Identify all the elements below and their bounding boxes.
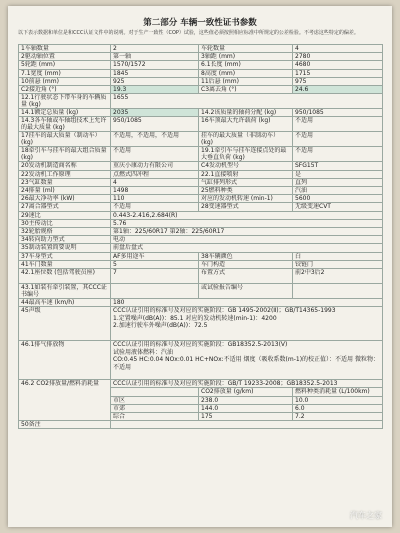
cell: 1570/1572 xyxy=(111,61,199,69)
table-row xyxy=(19,69,383,77)
table-row xyxy=(19,236,383,244)
cell: 180 xyxy=(111,299,383,307)
cell: 975 xyxy=(293,77,383,85)
table-row xyxy=(19,341,383,380)
cell: 44最高车速 (km/h) xyxy=(19,299,111,307)
cell: 950/1085 xyxy=(293,109,383,117)
cell: 110 xyxy=(111,195,199,203)
intro-note: 以下表示数据和单位是和CCC认证文件中的说明。对于生产一致性（COP）试验，这些值必须按照相应标准中所规定的公差检验。不考虑这些特定的偏差。 xyxy=(18,30,359,36)
cell: 0.443-2.416,2.684(R) xyxy=(111,211,383,219)
cell: 燃料种类消耗量 (L/100km) xyxy=(293,388,383,396)
cell: 25燃料种类 xyxy=(199,187,293,195)
cell: 1845 xyxy=(111,69,199,77)
cell: 不适用 xyxy=(293,147,383,162)
cell: CCC认证引用的标准号及对应的实施阶段：GB 1495-2002(Ⅱ)；GB/T14365-1993 1.定置噪声(dB(A))：85.1 对应的发动机转速(min-1)：4200 2.加速行驶车外噪声(dB(A))：72.5 xyxy=(111,307,383,341)
cell: 41车门数量 xyxy=(19,260,111,268)
cell: 24.6 xyxy=(293,86,383,94)
cell: 22发动机工作原理 xyxy=(19,170,111,178)
cell: 7.1宽度 (mm) xyxy=(19,69,111,77)
cell: 综合 xyxy=(111,413,199,421)
table-row xyxy=(19,299,383,307)
table-row xyxy=(19,117,383,132)
cell: 5600 xyxy=(293,195,383,203)
cell: 43.1如装有牵引装置，其CCC证书编号 xyxy=(19,284,111,299)
cell: 238.0 xyxy=(199,396,293,404)
cell: 1715 xyxy=(293,69,383,77)
cell: 12.1行驶状态下带车身的车辆质量 (kg) xyxy=(19,94,111,109)
table-row xyxy=(19,109,383,117)
cell: 28变速器型式 xyxy=(199,203,293,211)
cell: 是 xyxy=(293,170,383,178)
cell: AF多用途车 xyxy=(111,252,199,260)
cell xyxy=(111,284,199,299)
cell: 布置方式 xyxy=(199,269,293,284)
cell: 2 xyxy=(111,45,199,53)
cell: 8高度 (mm) xyxy=(199,69,293,77)
cell: 925 xyxy=(111,77,199,85)
cell: 电动 xyxy=(111,236,383,244)
cell xyxy=(111,421,383,429)
cell: 20发动机制造商名称 xyxy=(19,162,111,170)
cell: 重庆小康动力有限公司 xyxy=(111,162,199,170)
cell: 不适用 xyxy=(293,132,383,147)
cell: 铰链门 xyxy=(293,260,383,268)
table-row xyxy=(19,219,383,227)
cell: 5.76 xyxy=(111,219,383,227)
cell: CCC认证引用的标准号及对应的实施阶段：GB/T 19233-2008；GB18352.5-2013 xyxy=(111,380,383,388)
cell: 不适用，不适用，不适用 xyxy=(111,132,199,147)
cell: 32轮胎规格 xyxy=(19,228,111,236)
cell: CO2排放量 (g/km) xyxy=(199,388,293,396)
cell: 22.1直接喷射 xyxy=(199,170,293,178)
table-row xyxy=(19,132,383,147)
cell: 17挂车的最大质量（制动车）(kg) xyxy=(19,132,111,147)
table-row xyxy=(19,307,383,341)
cell: 5 xyxy=(111,260,199,268)
cell: 14.3各车轴或车轴组技术上允许的最大质量 (kg) xyxy=(19,117,111,132)
table-row xyxy=(19,178,383,186)
cell: 市区 xyxy=(111,396,199,404)
cell: 14.2该质量的轴荷分配 (kg) xyxy=(199,109,293,117)
cell: 前2中3后2 xyxy=(293,269,383,284)
cell: 14.1额定总质量 (kg) xyxy=(19,109,111,117)
cell: 车轮数量 xyxy=(199,45,293,53)
certificate-page xyxy=(8,6,392,527)
cell: 27离合器型式 xyxy=(19,203,111,211)
table-row xyxy=(19,252,383,260)
cell: 950/1085 xyxy=(111,117,199,132)
cell: 对应的发动机转速 (min-1) xyxy=(199,195,293,203)
table-row xyxy=(19,187,383,195)
cell: 38车辆颜色 xyxy=(199,252,293,260)
cell: C2接近角 (°) xyxy=(19,86,111,94)
cell: 30主传动比 xyxy=(19,219,111,227)
cell: 6.0 xyxy=(293,404,383,412)
cell: 42.1座位数 (包括驾驶员座) xyxy=(19,269,111,284)
page-title: 第二部分 车辆一致性证书参数 xyxy=(143,18,257,28)
cell: 市郊 xyxy=(111,404,199,412)
cell: 前盘后盘式 xyxy=(111,244,383,252)
cell: 35制动装置简要说明 xyxy=(19,244,111,252)
cell: 或试验报告编号 xyxy=(199,284,293,299)
cell: 29速比 xyxy=(19,211,111,219)
table-row xyxy=(19,195,383,203)
cell: 175 xyxy=(199,413,293,421)
cell: 2780 xyxy=(293,53,383,61)
table-row xyxy=(19,53,383,61)
table-row xyxy=(19,61,383,69)
table-row xyxy=(19,284,383,299)
cell: 10前悬 (mm) xyxy=(19,77,111,85)
table-row xyxy=(19,421,383,429)
cell: 2驱动轴位置 xyxy=(19,53,111,61)
cell: 46.2 CO2排放量/燃料消耗量 xyxy=(19,380,111,421)
cell: 4 xyxy=(111,178,199,186)
table-row xyxy=(19,77,383,85)
cell: 2035 xyxy=(111,109,199,117)
cell: 24排量 (ml) xyxy=(19,187,111,195)
cell: SFG15T xyxy=(293,162,383,170)
watermark-logo: 汽车之家 xyxy=(350,511,382,520)
cell: 50备注 xyxy=(19,421,111,429)
cell: 1车轴数量 xyxy=(19,45,111,53)
cell: 46.1排气排放物 xyxy=(19,341,111,380)
table-row xyxy=(19,94,383,109)
cell: 1655 xyxy=(111,94,383,109)
cell xyxy=(111,388,199,396)
cell: C3离去角 (°) xyxy=(199,86,293,94)
cell: 45声级 xyxy=(19,307,111,341)
cell: 车门构造 xyxy=(199,260,293,268)
cell: 18牵引车与挂车的最大组合质量 (kg) xyxy=(19,147,111,162)
cell: 第一轴 xyxy=(111,53,199,61)
table-row xyxy=(19,211,383,219)
cell: 26最大净功率 (kW) xyxy=(19,195,111,203)
cell: 直列 xyxy=(293,178,383,186)
cell: 5轮距 (mm) xyxy=(19,61,111,69)
cell: 第1轴：225/60R17 第2轴：225/60R17 xyxy=(111,228,383,236)
cell: 白 xyxy=(293,252,383,260)
cell: CCC认证引用的标准号及对应的实施阶段：GB18352.5-2013(V) 试验用液体燃料：汽油 CO:0.45 HC:0.04 NOx:0.01 HC+NOx:不适用 烟度（吸收系数(m-1)的校正值）：不适用 微粒物：不适用 xyxy=(111,341,383,380)
cell xyxy=(293,284,383,299)
cell: C4发动机型号 xyxy=(199,162,293,170)
cell: 挂车的最大质量（非制动车）(kg) xyxy=(199,132,293,147)
cell: 6.1长度 (mm) xyxy=(199,61,293,69)
cell: 1498 xyxy=(111,187,199,195)
cell: 汽油 xyxy=(293,187,383,195)
table-row xyxy=(19,86,383,94)
cell: 7.2 xyxy=(293,413,383,421)
cell: 不适用 xyxy=(293,117,383,132)
table-row xyxy=(19,147,383,162)
table-row xyxy=(19,269,383,284)
cell: 3轴距 (mm) xyxy=(199,53,293,61)
cell: 37车身型式 xyxy=(19,252,111,260)
table-row xyxy=(19,162,383,170)
cell: 23气缸数量 xyxy=(19,178,111,186)
cell: 不适用 xyxy=(111,147,199,162)
cell: 16车顶最大允许载荷 (kg) xyxy=(199,117,293,132)
cell: 144.0 xyxy=(199,404,293,412)
cell: 34转向助力型式 xyxy=(19,236,111,244)
cell: 10.0 xyxy=(293,396,383,404)
table-row xyxy=(19,228,383,236)
table-row xyxy=(19,380,383,388)
cell: 无级变速CVT xyxy=(293,203,383,211)
cell: 不适用 xyxy=(111,203,199,211)
cell: 气缸排列形式 xyxy=(199,178,293,186)
cell: 11后悬 (mm) xyxy=(199,77,293,85)
cell: 4 xyxy=(293,45,383,53)
cell: 点燃式四冲程 xyxy=(111,170,199,178)
cell: 4680 xyxy=(293,61,383,69)
table-row xyxy=(19,203,383,211)
cell: 19.1牵引车与挂车连接点处的最大垂直负荷 (kg) xyxy=(199,147,293,162)
table-row xyxy=(19,244,383,252)
table-row xyxy=(19,45,383,53)
cell: 7 xyxy=(111,269,199,284)
spec-table xyxy=(18,44,383,429)
table-row xyxy=(19,170,383,178)
cell: 19.3 xyxy=(111,86,199,94)
table-row xyxy=(19,260,383,268)
